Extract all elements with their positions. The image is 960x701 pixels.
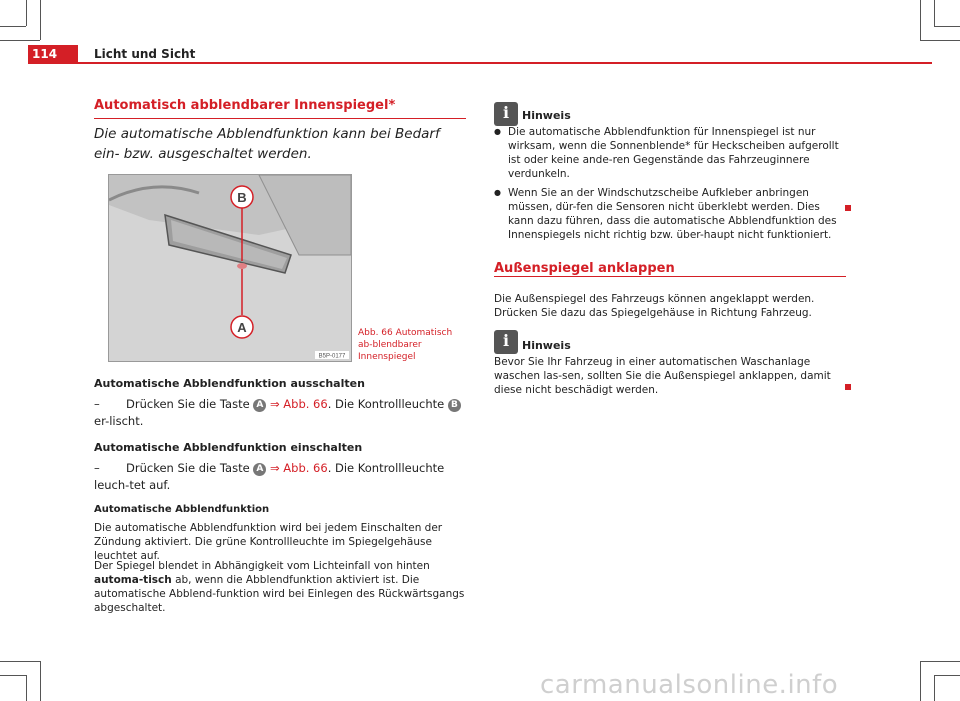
figure-label-a: A [237, 320, 247, 335]
crop-mark [40, 661, 41, 701]
crop-mark [920, 40, 960, 41]
paragraph: Die automatische Abblendfunktion wird bei jedem Einschalten der Zündung aktiviert. Die grüne Kontrollleuchte im Spiegelgehäuse leuchtet auf. [94, 522, 443, 562]
step-dash: – [94, 397, 100, 411]
bullet-icon: ● [494, 127, 501, 136]
note-title: Hinweis [522, 339, 571, 352]
crop-mark [934, 675, 935, 701]
step-text: . Die Kontrollleuchte [327, 397, 448, 411]
para-text: ab, wenn die Abblendfunktion aktiviert ist. Die automatische Abblend-funktion wird bei Einlegen des Rückwärtsgangs abgeschaltet. [94, 574, 465, 614]
para-bold: automa-tisch [94, 574, 172, 586]
subsection-title: Automatische Abblendfunktion ausschalten [94, 377, 365, 390]
intro-text: Die automatische Abblendfunktion kann bei Bedarf ein- bzw. ausgeschaltet werden. [94, 126, 440, 162]
crop-mark [26, 0, 27, 26]
crop-mark [40, 0, 41, 40]
bullet-text: Wenn Sie an der Windschutzscheibe Aufkleber anbringen müssen, dür-fen die Sensoren nicht überklebt werden. Dies kann dazu führen, dass die automatische Abblendfunktion des Innenspiegels nicht richtig bzw. über-haupt nicht funktioniert. [508, 187, 837, 241]
step-item [94, 396, 466, 430]
running-title: Licht und Sicht [94, 47, 196, 61]
crop-mark [934, 675, 960, 676]
subsection-title: Automatische Abblendfunktion einschalten [94, 441, 363, 454]
end-mark [845, 205, 851, 211]
heading-rule [494, 276, 846, 277]
badge-a: A [253, 399, 266, 412]
step-item [94, 460, 466, 494]
crop-mark [0, 661, 40, 662]
crop-mark [920, 0, 921, 40]
step-dash: – [94, 461, 100, 475]
heading-rule [94, 118, 466, 119]
mirror-illustration [109, 175, 351, 361]
page-number: 114 [28, 45, 78, 64]
crop-mark [0, 26, 26, 27]
bullet-icon: ● [494, 188, 501, 197]
header-rule [28, 62, 932, 64]
note-title: Hinweis [522, 109, 571, 122]
bullet-text: Die automatische Abblendfunktion für Innenspiegel ist nur wirksam, wenn die Sonnenblende* für Heckscheiben aufgerollt ist oder keine ande-ren Gegenstände das Fahrzeuginnere verdunkeln. [508, 126, 839, 180]
note-text: Bevor Sie Ihr Fahrzeug in einer automatischen Waschanlage waschen las-sen, sollten Sie die Außenspiegel anklappen, damit diese nicht beschädigt werden. [494, 356, 831, 396]
crop-mark [934, 26, 960, 27]
info-icon [494, 102, 518, 126]
paragraph [94, 559, 466, 615]
crop-mark [934, 0, 935, 26]
crop-mark [0, 675, 26, 676]
section-heading: Außenspiegel anklappen [494, 261, 675, 276]
figure-caption: Abb. 66 Automatisch ab-blendbarer Innenspiegel [358, 328, 453, 362]
section-heading: Automatisch abblendbarer Innenspiegel* [94, 98, 396, 113]
note-bullet [494, 186, 848, 242]
watermark: carmanualsonline.info [540, 670, 839, 700]
paragraph: Die Außenspiegel des Fahrzeugs können angeklappt werden. Drücken Sie dazu das Spiegelgehäuse in Richtung Fahrzeug. [494, 293, 815, 319]
end-mark [845, 384, 851, 390]
para-text: Der Spiegel blendet in Abhängigkeit vom Lichteinfall von hinten [94, 560, 430, 572]
figure-link[interactable]: ⇒ Abb. 66 [266, 461, 328, 475]
badge-b: B [448, 399, 461, 412]
note-list [494, 125, 848, 242]
step-text: Drücken Sie die Taste [126, 461, 254, 475]
info-icon [494, 330, 518, 354]
step-text: . Die Kontrollleuchte leuch-tet auf. [94, 461, 445, 492]
crop-mark [26, 675, 27, 701]
crop-mark [920, 661, 960, 662]
crop-mark [920, 661, 921, 701]
figure-link[interactable]: ⇒ Abb. 66 [266, 397, 328, 411]
figure-mirror [108, 174, 352, 362]
note-bullet [494, 125, 848, 181]
crop-mark [0, 40, 40, 41]
step-text: er-lischt. [94, 414, 144, 428]
step-text: Drücken Sie die Taste [126, 397, 254, 411]
subsection-title: Automatische Abblendfunktion [94, 504, 270, 515]
badge-a: A [253, 463, 266, 476]
figure-code: B5P-0177 [318, 353, 346, 360]
figure-label-b: B [237, 190, 247, 205]
